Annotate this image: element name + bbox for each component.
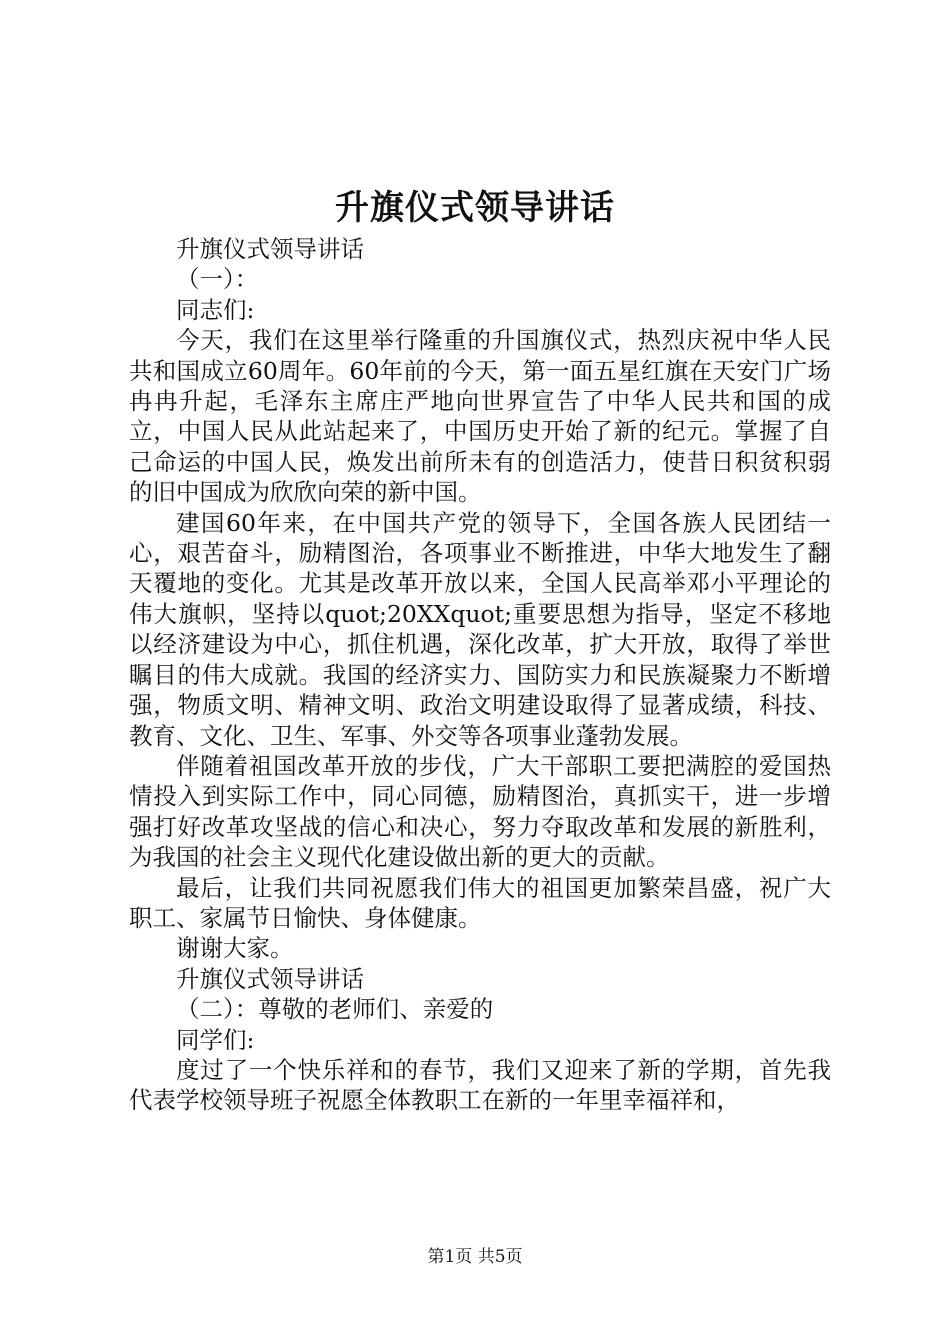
subtitle-line: 升旗仪式领导讲话 xyxy=(176,235,364,263)
body-paragraph: 伴随着祖国改革开放的步伐，广大干部职工要把满腔的爱国热情投入到实际工作中，同心同德，励精图治，真抓实干，进一步增强打好改革攻坚战的信心和决心，努力夺取改革和发展的新胜利，为我国的社会主义现代化建设做出新的更大的贡献。 xyxy=(129,751,831,872)
body-paragraph: 今天，我们在这里举行隆重的升国旗仪式，热烈庆祝中华人民共和国成立60周年。60年前的今天，第一面五星红旗在天安门广场冉冉升起，毛泽东主席庄严地向世界宣告了中华人民共和国的成立，中国人民从此站起来了，中国历史开始了新的纪元。掌握了自己命运的中国人民，焕发出前所未有的创造活力，使昔日积贫积弱的旧中国成为欣欣向荣的新中国。 xyxy=(129,326,831,507)
subtitle-line: 升旗仪式领导讲话 xyxy=(176,964,364,993)
body-paragraph: 建国60年来，在中国共产党的领导下，全国各族人民团结一心，艰苦奋斗，励精图治，各项事业不断推进，中华大地发生了翻天覆地的变化。尤其是改革开放以来，全国人民高举邓小平理论的伟大旗帜，坚持以quot;20XXquot;重要思想为指导，坚定不移地以经济建设为中心，抓住机遇，深化改革，扩大开放，取得了举世瞩目的伟大成就。我国的经济实力、国防实力和民族凝聚力不断增强，物质文明、精神文明、政治文明建设取得了显著成绩，科技、教育、文化、卫生、军事、外交等各项事业蓬勃发展。 xyxy=(129,508,831,750)
salutation: 同学们: xyxy=(176,1025,255,1054)
closing-line: 谢谢大家。 xyxy=(176,934,294,963)
body-paragraph: 度过了一个快乐祥和的春节，我们又迎来了新的学期，首先我代表学校领导班子祝愿全体教职工在新的一年里幸福祥和， xyxy=(129,1055,831,1115)
section-marker-one: （一）： xyxy=(176,265,259,294)
document-title: 升旗仪式领导讲话 xyxy=(335,188,615,228)
page-footer: 第1页 共5页 xyxy=(427,1247,523,1267)
body-paragraph: 最后，让我们共同祝愿我们伟大的祖国更加繁荣昌盛，祝广大职工、家属节日愉快、身体健康。 xyxy=(129,873,831,932)
salutation: 同志们: xyxy=(176,295,255,324)
section-marker-two: （二）：尊敬的老师们、亲爱的 xyxy=(176,995,494,1024)
document-body xyxy=(129,234,831,1116)
